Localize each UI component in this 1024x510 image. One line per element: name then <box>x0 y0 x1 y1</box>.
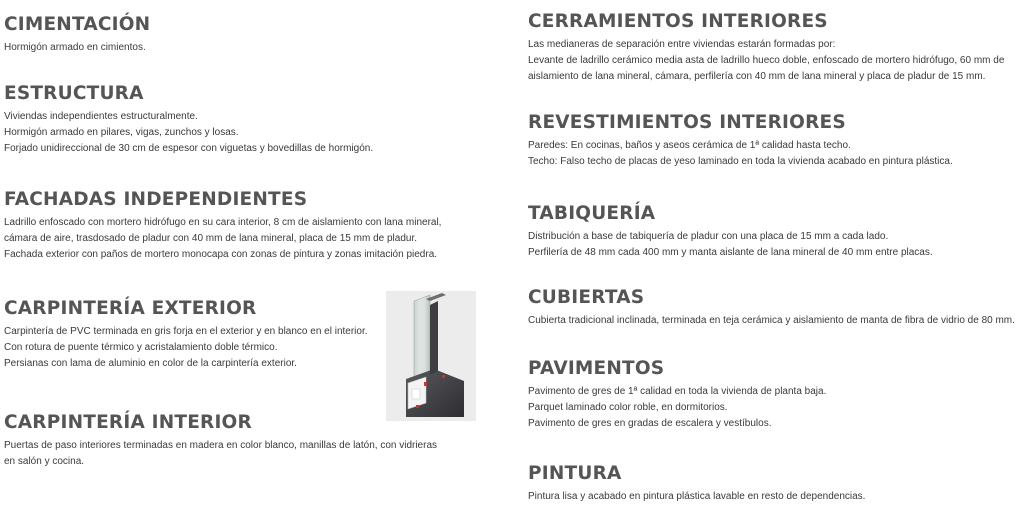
section-tabiqueria <box>528 203 1018 261</box>
section-revestimientos <box>528 112 1018 170</box>
section-text: Perfilería de 48 mm cada 400 mm y manta aislante de lana mineral de 40 mm entre placas. <box>528 247 933 258</box>
section-title: TABIQUERÍA <box>528 203 656 224</box>
section-text: Techo: Falso techo de placas de yeso laminado en toda la vivienda acabado en pintura plástica. <box>528 156 953 167</box>
section-title: FACHADAS INDEPENDIENTES <box>4 189 308 210</box>
section-text: Ladrillo enfoscado con mortero hidrófugo en su cara interior, 8 cm de aislamiento con lana mineral, <box>4 217 442 228</box>
section-title: ESTRUCTURA <box>4 83 144 104</box>
section-title: CIMENTACIÓN <box>4 14 151 35</box>
section-text: Hormigón armado en cimientos. <box>4 42 146 53</box>
section-text: Persianas con lama de aluminio en color de la carpintería exterior. <box>4 358 297 369</box>
section-text: Pavimento de gres de 1ª calidad en toda la vivienda de planta baja. <box>528 386 827 397</box>
section-title: REVESTIMIENTOS INTERIORES <box>528 112 846 133</box>
section-text: Levante de ladrillo cerámico media asta de ladrillo hueco doble, enfoscado de mortero hidrófugo, 60 mm de <box>528 55 1005 66</box>
window-profile-image <box>386 291 476 421</box>
section-pintura <box>528 463 1018 505</box>
section-text: Hormigón armado en pilares, vigas, zunchos y losas. <box>4 127 239 138</box>
section-text: Parquet laminado color roble, en dormitorios. <box>528 402 728 413</box>
section-text: Pintura lisa y acabado en pintura plástica lavable en resto de dependencias. <box>528 491 866 502</box>
section-title: CARPINTERÍA EXTERIOR <box>4 298 257 319</box>
section-text: Cubierta tradicional inclinada, terminada en teja cerámica y aislamiento de manta de fibra de vidrio de 80 mm. <box>528 315 1015 326</box>
section-text: Forjado unidireccional de 30 cm de espesor con viguetas y bovedillas de hormigón. <box>4 143 374 154</box>
section-title: PAVIMENTOS <box>528 358 665 379</box>
section-title: PINTURA <box>528 463 622 484</box>
section-pavimentos <box>528 358 1018 432</box>
section-title: CARPINTERÍA INTERIOR <box>4 412 252 433</box>
section-text: Paredes: En cocinas, baños y aseos cerámica de 1ª calidad hasta techo. <box>528 140 851 151</box>
section-text: cámara de aire, trasdosado de pladur con 40 mm de lana mineral, placa de 15 mm de pladur. <box>4 233 418 244</box>
section-cubiertas <box>528 287 1018 329</box>
section-text: Distribución a base de tabiquería de pladur con una placa de 15 mm a cada lado. <box>528 231 889 242</box>
window-profile-icon <box>386 291 476 421</box>
section-text: aislamiento de lana mineral, cámara, perfilería con 40 mm de lana mineral y placa de pladur de 15 mm. <box>528 71 986 82</box>
section-text: Viviendas independientes estructuralmente. <box>4 111 198 122</box>
section-cimentacion <box>4 14 494 56</box>
section-text: Carpintería de PVC terminada en gris forja en el exterior y en blanco en el interior. <box>4 326 368 337</box>
section-title: CERRAMIENTOS INTERIORES <box>528 11 828 32</box>
section-text: Las medianeras de separación entre viviendas estarán formadas por: <box>528 39 836 50</box>
section-fachadas <box>4 189 494 263</box>
section-text: Fachada exterior con paños de mortero monocapa con zonas de pintura y zonas imitación piedra. <box>4 249 438 260</box>
section-text: en salón y cocina. <box>4 456 85 467</box>
section-text: Puertas de paso interiores terminadas en madera en color blanco, manillas de latón, con vidrieras <box>4 440 438 451</box>
section-text: Con rotura de puente térmico y acristalamiento doble térmico. <box>4 342 278 353</box>
section-estructura <box>4 83 494 157</box>
section-text: Pavimento de gres en gradas de escalera y vestíbulos. <box>528 418 772 429</box>
section-cerramientos <box>528 11 1018 85</box>
section-title: CUBIERTAS <box>528 287 645 308</box>
